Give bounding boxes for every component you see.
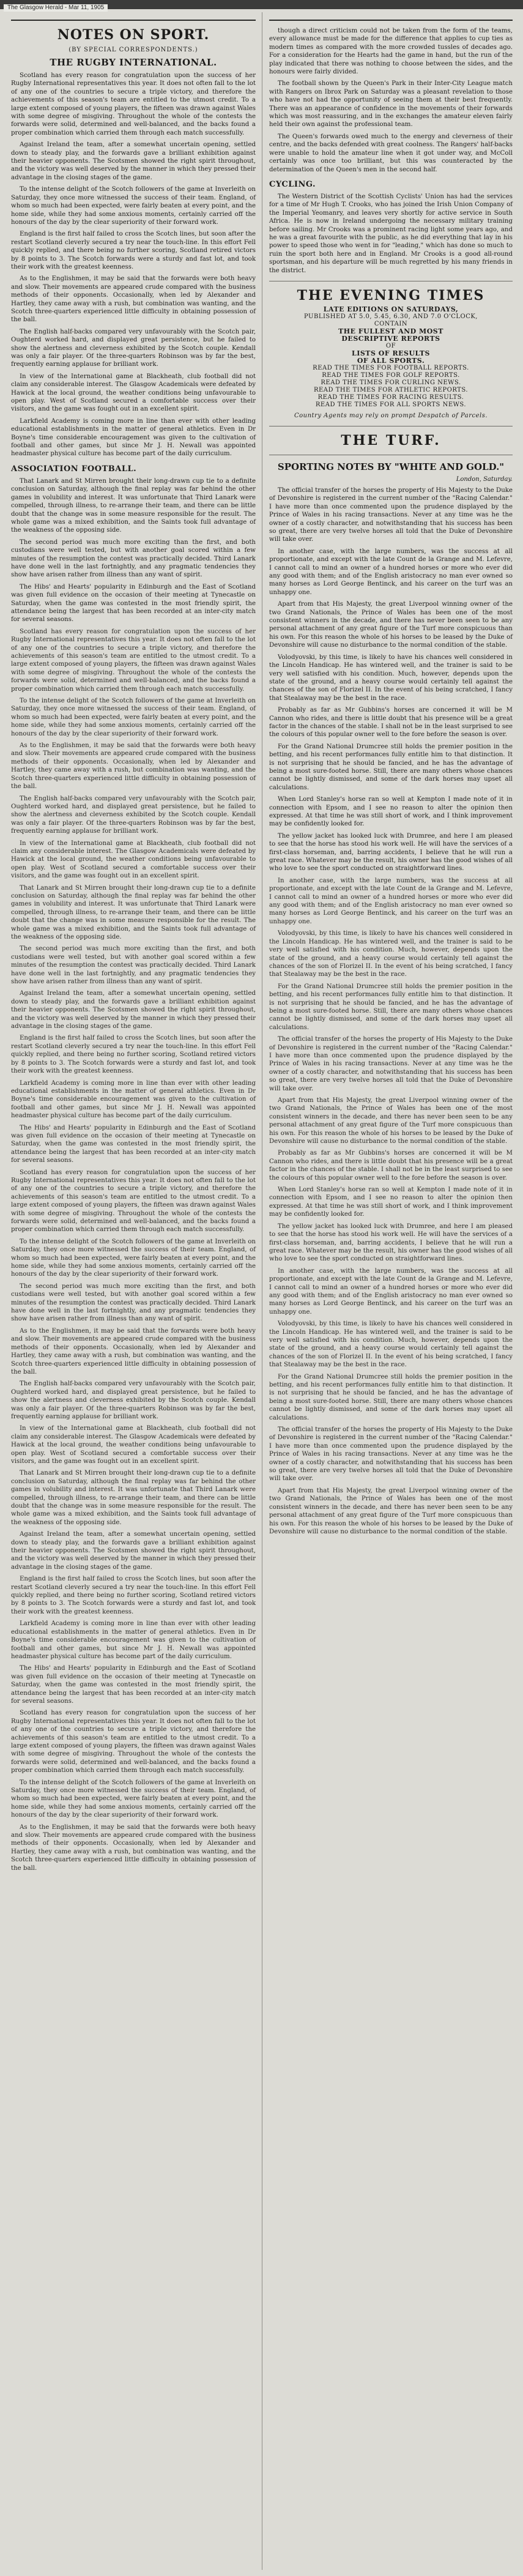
paragraph: In view of the International game at Blackheath, club football did not claim any considerable interest. The Glasgow Academicals were defeated by Hawick at the local ground, the weather conditions being unfavourable to open play. West of Scotland secured a comfortable success over their visitors, and the game was fought out in an excellent spirit. [11, 839, 256, 880]
paragraph: Scotland has every reason for congratulation upon the success of her Rugby International representatives this year. It does not often fall to the lot of any one of the countries to secure a triple victory, and therefore the achievements of this season's team are entitled to the utmost credit. To a large extent composed of young players, the fifteen was drawn against Wales with some degree of misgiving. Throughout the whole of the contests the forwards were solid, determined and well-balanced, and the backs found a proper combination which carried them through each match successfully. [11, 1710, 256, 1774]
advert-line: READ THE TIMES FOR FOOTBALL REPORTS. [313, 364, 469, 371]
paragraph: The English half-backs compared very unfavourably with the Scotch pair, Oughterd worked hard, and displayed great persistence, but he failed to show the alertness and cleverness exhibited by the Scotch couple. Kendall was only a fair player. Of the three-quarters Robinson was by far the best, frequently earning applause for brilliant work. [11, 1380, 256, 1420]
paragraph: As to the Englishmen, it may be said that the forwards were both heavy and slow. Their movements are appeared crude compared with the business methods of their opponents. Occasionally, when led by Alexander and Hartley, they came away with a rush, but combination was wanting, and the Scotch three-quarters experienced little difficulty in obtaining possession of the ball. [11, 1327, 256, 1375]
right-column [269, 13, 513, 1539]
paragraph: The yellow jacket has looked luck with Drumree, and here I am pleased to see that the horse has stood his work well. He will have the services of a first-class horseman, and, barring accidents, I believe that he will run a great race. Whatever may be the result, his owner has the good wishes of all who love to see the sport conducted on straightforward lines. [269, 832, 513, 873]
paragraph: To the intense delight of the Scotch followers of the game at Inverleith on Saturday, they once more witnessed the success of their team. England, of whom so much had been expected, were fairly beaten at every point, and the home side, while they had some anxious moments, certainly carried off the honours of the day by the clear superiority of their forward work. [11, 1238, 256, 1278]
paragraph: When Lord Stanley's horse ran so well at Kempton I made note of it in connection with Epsom, and I see no reason to alter the opinion then expressed. At that time he was still short of work, and I think improvement may be confidently looked for. [269, 796, 513, 828]
top-rule-right [269, 20, 513, 21]
paragraph: The second period was much more exciting than the first, and both custodians were well tested, but with another goal scored within a few minutes of the resumption the contest was practically decided. Third Lanark have done well in the last fortnightly, and any pragmatic tendencies they show have arisen rather from illness than any want of spirit. [11, 538, 256, 579]
paragraph: Apart from that His Majesty, the great Liverpool winning owner of the two Grand Nationals, the Prince of Wales has been one of the most consistent winners in the decade, and there has never been seen to be any personal attachment of any great figure of the Turf more conspicuous than his own. For this reason the whole of his horses to be leased by the Duke of Devonshire will cause no disturbance to the normal condition of the stable. [269, 601, 513, 649]
paragraph: The Queen's forwards owed much to the energy and cleverness of their centre, and the backs defended with great coolness. The Rangers' half-backs were unable to hold the amateur line when it got under way, and McColl certainly was once too brilliant, but this was counteracted by the determination of the Queen's men in the second half. [269, 133, 513, 173]
advert-line: LATE EDITIONS ON SATURDAYS, [323, 305, 459, 313]
top-rule [11, 20, 256, 21]
paragraph: The official transfer of the horses the property of His Majesty to the Duke of Devonshire is registered in the current number of the "Racing Calendar." I have more than once commented upon the prudence displayed by the Prince of Wales in his racing transactions. Never at any time was he the owner of a costly character, and notwithstanding that his success has been so great, there are very twelve horses all told that the Duke of Devonshire will take over. [269, 1036, 513, 1092]
paragraph: Volodyovski, by this time, is likely to have his chances well considered in the Lincoln Handicap. He has wintered well, and the trainer is said to be very well satisfied with his condition. Much, however, depends upon the state of the ground, and a heavy course would certainly tell against the chances of the son of Florizel II. In the event of his being scratched, I fancy that Stealaway may be the best in the race. [269, 930, 513, 978]
paragraph: The second period was much more exciting than the first, and both custodians were well tested, but with another goal scored within a few minutes of the resumption the contest was practically decided. Third Lanark have done well in the last fortnightly, and any pragmatic tendencies they show have arisen rather from illness than any want of spirit. [11, 945, 256, 986]
paragraph: When Lord Stanley's horse ran so well at Kempton I made note of it in connection with Epsom, and I see no reason to alter the opinion then expressed. At that time he was still short of work, and I think improvement may be confidently looked for. [269, 1186, 513, 1218]
advert-title: THE EVENING TIMES [297, 287, 485, 303]
paragraph: In view of the International game at Blackheath, club football did not claim any considerable interest. The Glasgow Academicals were defeated by Hawick at the local ground, the weather conditions being unfavourable to open play. West of Scotland secured a comfortable success over their visitors, and the game was fought out in an excellent spirit. [11, 373, 256, 413]
paragraph: The English half-backs compared very unfavourably with the Scotch pair, Oughterd worked hard, and displayed great persistence, but he failed to show the alertness and cleverness exhibited by the Scotch couple. Kendall was only a fair player. Of the three-quarters Robinson was by far the best, frequently earning applause for brilliant work. [11, 328, 256, 368]
advert-line: LISTS OF RESULTS [351, 349, 431, 357]
notes-on-sport-heading: NOTES ON SPORT. [57, 27, 210, 43]
paragraph: In another case, with the large numbers, was the success at all proportionate, and except with the late Count de la Grange and M. Lefevre, I cannot call to mind an owner of a hundred horses or more who ever did any good with them; and of the English aristocracy no man ever owned so many horses as Lord George Bentinck, and his career on the turf was an unhappy one. [269, 877, 513, 925]
paragraph: For the Grand National Drumcree still holds the premier position in the betting, and his recent performances fully entitle him to that distinction. It is not surprising that he should be fancied, and he has the advantage of being a most sure-footed horse. Still, there are many others whose chances cannot be lightly dismissed, and some of the dark horses may upset all calculations. [269, 983, 513, 1031]
cycling-heading: CYCLING. [269, 179, 316, 189]
advert-line: OF [385, 342, 396, 349]
advert-line: READ THE TIMES FOR ATHLETIC REPORTS. [313, 386, 469, 393]
paragraph: In another case, with the large numbers, was the success at all proportionate, and except with the late Count de la Grange and M. Lefevre, I cannot call to mind an owner of a hundred horses or more who ever did any good with them; and of the English aristocracy no man ever owned so many horses as Lord George Bentinck, and his career on the turf was an unhappy one. [269, 548, 513, 596]
paragraph: Scotland has every reason for congratulation upon the success of her Rugby International representatives this year. It does not often fall to the lot of any one of the countries to secure a triple victory, and therefore the achievements of this season's team are entitled to the utmost credit. To a large extent composed of young players, the fifteen was drawn against Wales with some degree of misgiving. Throughout the whole of the contests the forwards were solid, determined and well-balanced, and the backs found a proper combination which carried them through each match successfully. [11, 628, 256, 693]
paragraph: The official transfer of the horses the property of His Majesty to the Duke of Devonshire is registered in the current number of the "Racing Calendar." I have more than once commented upon the prudence displayed by the Prince of Wales in his racing transactions. Never at any time was he the owner of a costly character, and notwithstanding that his success has been so great, there are very twelve horses all told that the Duke of Devonshire will take over. [269, 486, 513, 543]
paragraph: Larkfield Academy is coming more in line than ever with other leading educational establishments in the matter of general athletics. Even in Dr Boyne's time considerable encouragement was given to the cultivation of football and other games, but since Mr J. H. Newall was appointed headmaster physical culture has become part of the daily curriculum. [11, 1620, 256, 1660]
paragraph: though a direct criticism could not be taken from the form of the teams, every allowance must be made for the difference that applies to cup ties as modern times as compared with the more crowded tussles of decades ago. For a consideration for the Hearts had the game in hand, but the run of the play indicated that there was nothing to choose between the sides, and the honours were fairly divided. [269, 28, 513, 76]
paragraph: As to the Englishmen, it may be said that the forwards were both heavy and slow. Their movements are appeared crude compared with the business methods of their opponents. Occasionally, when led by Alexander and Hartley, they came away with a rush, but combination was wanting, and the Scotch three-quarters experienced little difficulty in obtaining possession of the ball. [11, 275, 256, 324]
masthead-bar [0, 0, 523, 9]
paragraph: Volodyovski, by this time, is likely to have his chances well considered in the Lincoln Handicap. He has wintered well, and the trainer is said to be very well satisfied with his condition. Much, however, depends upon the state of the ground, and a heavy course would certainly tell against the chances of the son of Florizel II. In the event of his being scratched, I fancy that Stealaway may be the best in the race. [269, 1320, 513, 1369]
paragraph: In view of the International game at Blackheath, club football did not claim any considerable interest. The Glasgow Academicals were defeated by Hawick at the local ground, the weather conditions being unfavourable to open play. West of Scotland secured a comfortable success over their visitors, and the game was fought out in an excellent spirit. [11, 1425, 256, 1465]
advert-line: READ THE TIMES FOR RACING RESULTS. [317, 393, 464, 401]
masthead-title: The Glasgow Herald - Mar 11, 1905 [4, 4, 108, 12]
advert-line: CONTAIN [374, 320, 408, 327]
paragraph: Probably as far as Mr Gubbins's horses are concerned it will be M Cannon who rides, and there is little doubt that his presence will be a great factor in the chances of the stable. I shall not be in the least surprised to see the colours of this popular owner well to the fore before the season is over. [269, 707, 513, 739]
paragraph: For the Grand National Drumcree still holds the premier position in the betting, and his recent performances fully entitle him to that distinction. It is not surprising that he should be fancied, and he has the advantage of being a most sure-footed horse. Still, there are many others whose chances cannot be lightly dismissed, and some of the dark horses may upset all calculations. [269, 1373, 513, 1421]
column-body-continued [269, 877, 513, 1536]
paragraph: Scotland has every reason for congratulation upon the success of her Rugby International representatives this year. It does not often fall to the lot of any one of the countries to secure a triple victory, and therefore the achievements of this season's team are entitled to the utmost credit. To a large extent composed of young players, the fifteen was drawn against Wales with some degree of misgiving. Throughout the whole of the contests the forwards were solid, determined and well-balanced, and the backs found a proper combination which carried them through each match successfully. [11, 1169, 256, 1234]
paragraph: Apart from that His Majesty, the great Liverpool winning owner of the two Grand Nationals, the Prince of Wales has been one of the most consistent winners in the decade, and there has never been seen to be any personal attachment of any great figure of the Turf more conspicuous than his own. For this reason the whole of his horses to be leased by the Duke of Devonshire will cause no disturbance to the normal condition of the stable. [269, 1487, 513, 1535]
paragraph: The yellow jacket has looked luck with Drumree, and here I am pleased to see that the horse has stood his work well. He will have the services of a first-class horseman, and, barring accidents, I believe that he will run a great race. Whatever may be the result, his owner has the good wishes of all who love to see the sport conducted on straightforward lines. [269, 1223, 513, 1263]
paragraph: That Lanark and St Mirren brought their long-drawn cup tie to a definite conclusion on Saturday, although the final replay was far behind the other games in volubility and interest. It was unfortunate that Third Lanark were compelled, through illness, to re-arrange their team, and there can be little doubt that the change was in some measure responsible for the result. The whole game was a mixed exhibition, and the Saints took full advantage of the weakness of the opposing side. [11, 1470, 256, 1526]
paragraph: The Western District of the Scottish Cyclists' Union has had the services for a time of Mr Hugh T. Crooks, who has joined the Irish Union Company of the Imperial Yeomanry, and leaves very shortly for active service in South Africa. He is now in Ireland undergoing the necessary military training before sailing. Mr Crooks was a prominent racing light some years ago, and he was a great favourite with the public, as he did everything that lay in his power to speed those who went in for "leading," which has done so much to ruin the sport both here and in England. Mr Crooks is a good all-round sportsman, and his departure will be much regretted by his many friends in the district. [269, 193, 513, 274]
paragraph: The Hibs' and Hearts' popularity in Edinburgh and the East of Scotland was given full evidence on the occasion of their meeting at Tynecastle on Saturday, when the game was contested in the most friendly spirit, the attendance being the largest that has been recorded at an inter-city match for several seasons. [11, 1124, 256, 1164]
rugby-heading: THE RUGBY INTERNATIONAL. [50, 57, 217, 68]
paragraph: The Hibs' and Hearts' popularity in Edinburgh and the East of Scotland was given full evidence on the occasion of their meeting at Tynecastle on Saturday, when the game was contested in the most friendly spirit, the attendance being the largest that has been recorded at an inter-city match for several seasons. [11, 1665, 256, 1705]
paragraph: Larkfield Academy is coming more in line than ever with other leading educational establishments in the matter of general athletics. Even in Dr Boyne's time considerable encouragement was given to the cultivation of football and other games, but since Mr J. H. Newall was appointed headmaster physical culture has become part of the daily curriculum. [11, 417, 256, 458]
column-body-continued [11, 628, 256, 1872]
paragraph: England is the first half failed to cross the Scotch lines, but soon after the restart Scotland cleverly secured a try near the touch-line. In this effort Fell quickly replied, and there being no further scoring, Scotland retired victors by 8 points to 3. The Scotch forwards were a sturdy and fast lot, and took their work with the greatest keenness. [11, 231, 256, 270]
paragraph: Scotland has every reason for congratulation upon the success of her Rugby International representatives this year. It does not often fall to the lot of any one of the countries to secure a triple victory, and therefore the achievements of this season's team are entitled to the utmost credit. To a large extent composed of young players, the fifteen was drawn against Wales with some degree of misgiving. Throughout the whole of the contests the forwards were solid, determined and well-balanced, and the backs found a proper combination which carried them through each match successfully. [11, 72, 256, 136]
evening-times-advert [269, 288, 513, 420]
paragraph: That Lanark and St Mirren brought their long-drawn cup tie to a definite conclusion on Saturday, although the final replay was far behind the other games in volubility and interest. It was unfortunate that Third Lanark were compelled, through illness, to re-arrange their team, and there can be little doubt that the change was in some measure responsible for the result. The whole game was a mixed exhibition, and the Saints took full advantage of the weakness of the opposing side. [11, 477, 256, 534]
advert-footer: Country Agents may rely on prompt Despatch of Parcels. [294, 412, 488, 419]
paragraph: To the intense delight of the Scotch followers of the game at Inverleith on Saturday, they once more witnessed the success of their team. England, of whom so much had been expected, were fairly beaten at every point, and the home side, while they had some anxious moments, certainly carried off the honours of the day by the clear superiority of their forward work. [11, 186, 256, 226]
advert-line: PUBLISHED AT 5.0, 5.45, 6.30, AND 7.0 O'CLOCK, [303, 313, 478, 320]
paragraph: Probably as far as Mr Gubbins's horses are concerned it will be M Cannon who rides, and there is little doubt that his presence will be a great factor in the chances of the stable. I shall not be in the least surprised to see the colours of this popular owner well to the fore before the season is over. [269, 1150, 513, 1182]
advert-line: READ THE TIMES FOR CURLING NEWS. [321, 379, 461, 386]
paragraph: As to the Englishmen, it may be said that the forwards were both heavy and slow. Their movements are appeared crude compared with the business methods of their opponents. Occasionally, when led by Alexander and Hartley, they came away with a rush, but combination was wanting, and the Scotch three-quarters experienced little difficulty in obtaining possession of the ball. [11, 742, 256, 791]
paragraph: The official transfer of the horses the property of His Majesty to the Duke of Devonshire is registered in the current number of the "Racing Calendar." I have more than once commented upon the prudence displayed by the Prince of Wales in his racing transactions. Never at any time was he the owner of a costly character, and notwithstanding that his success has been so great, there are very twelve horses all told that the Duke of Devonshire will take over. [269, 1426, 513, 1483]
paragraph: For the Grand National Drumcree still holds the premier position in the betting, and his recent performances fully entitle him to that distinction. It is not surprising that he should be fancied, and he has the advantage of being a most sure-footed horse. Still, there are many others whose chances cannot be lightly dismissed, and some of the dark horses may upset all calculations. [269, 743, 513, 791]
advert-line: DESCRIPTIVE REPORTS [341, 334, 440, 343]
paragraph: The football shown by the Queen's Park in their Inter-City League match with Rangers on Ibrox Park on Saturday was a pleasant revelation to those who have not had the opportunity of seeing them at their best frequently. There was an appearance of confidence in the movements of their forwards which was most reassuring, and in the exchanges the amateur eleven fairly held their own against the professional team. [269, 80, 513, 128]
turf-subheading: SPORTING NOTES BY "WHITE AND GOLD." [277, 461, 505, 472]
paragraph: The Hibs' and Hearts' popularity in Edinburgh and the East of Scotland was given full evidence on the occasion of their meeting at Tynecastle on Saturday, when the game was contested in the most friendly spirit, the attendance being the largest that has been recorded at an inter-city match for several seasons. [11, 583, 256, 624]
advert-line: THE FULLEST AND MOST [338, 327, 443, 335]
advert-line: OF ALL SPORTS. [357, 356, 425, 365]
paragraph: Apart from that His Majesty, the great Liverpool winning owner of the two Grand Nationals, the Prince of Wales has been one of the most consistent winners in the decade, and there has never been seen to be any personal attachment of any great figure of the Turf more conspicuous than his own. For this reason the whole of his horses to be leased by the Duke of Devonshire will cause no disturbance to the normal condition of the stable. [269, 1097, 513, 1145]
advert-line: READ THE TIMES FOR ALL SPORTS NEWS. [315, 401, 467, 408]
paragraph: Against Ireland the team, after a somewhat uncertain opening, settled down to steady play, and the forwards gave a brilliant exhibition against their heavier opponents. The Scotsmen showed the right spirit throughout, and the victory was well deserved by the manner in which they pressed their advantage in the closing stages of the game. [11, 141, 256, 181]
turf-heading: THE TURF. [341, 432, 441, 449]
dateline: London, Saturday. [456, 475, 513, 483]
advert-line: READ THE TIMES FOR GOLF REPORTS. [322, 371, 460, 379]
paragraph: Against Ireland the team, after a somewhat uncertain opening, settled down to steady play, and the forwards gave a brilliant exhibition against their heavier opponents. The Scotsmen showed the right spirit throughout, and the victory was well deserved by the manner in which they pressed their advantage in the closing stages of the game. [11, 990, 256, 1030]
paragraph: To the intense delight of the Scotch followers of the game at Inverleith on Saturday, they once more witnessed the success of their team. England, of whom so much had been expected, were fairly beaten at every point, and the home side, while they had some anxious moments, certainly carried off the honours of the day by the clear superiority of their forward work. [11, 1779, 256, 1819]
paragraph: England is the first half failed to cross the Scotch lines, but soon after the restart Scotland cleverly secured a try near the touch-line. In this effort Fell quickly replied, and there being no further scoring, Scotland retired victors by 8 points to 3. The Scotch forwards were a sturdy and fast lot, and took their work with the greatest keenness. [11, 1576, 256, 1615]
association-heading: ASSOCIATION FOOTBALL. [11, 464, 137, 474]
paragraph: Volodyovski, by this time, is likely to have his chances well considered in the Lincoln Handicap. He has wintered well, and the trainer is said to be very well satisfied with his condition. Much, however, depends upon the state of the ground, and a heavy course would certainly tell against the chances of the son of Florizel II. In the event of his being scratched, I fancy that Stealaway may be the best in the race. [269, 653, 513, 702]
paragraph: The English half-backs compared very unfavourably with the Scotch pair, Oughterd worked hard, and displayed great persistence, but he failed to show the alertness and cleverness exhibited by the Scotch couple. Kendall was only a fair player. Of the three-quarters Robinson was by far the best, frequently earning applause for brilliant work. [11, 795, 256, 835]
left-column [11, 13, 256, 1876]
paragraph: England is the first half failed to cross the Scotch lines, but soon after the restart Scotland cleverly secured a try near the touch-line. In this effort Fell quickly replied, and there being no further scoring, Scotland retired victors by 8 points to 3. The Scotch forwards were a sturdy and fast lot, and took their work with the greatest keenness. [11, 1035, 256, 1075]
paragraph: To the intense delight of the Scotch followers of the game at Inverleith on Saturday, they once more witnessed the success of their team. England, of whom so much had been expected, were fairly beaten at every point, and the home side, while they had some anxious moments, certainly carried off the honours of the day by the clear superiority of their forward work. [11, 698, 256, 737]
byline: (BY SPECIAL CORRESPONDENTS.) [69, 47, 198, 53]
paragraph: In another case, with the large numbers, was the success at all proportionate, and except with the late Count de la Grange and M. Lefevre, I cannot call to mind an owner of a hundred horses or more who ever did any good with them; and of the English aristocracy no man ever owned so many horses as Lord George Bentinck, and his career on the turf was an unhappy one. [269, 1267, 513, 1316]
paragraph: The second period was much more exciting than the first, and both custodians were well tested, but with another goal scored within a few minutes of the resumption the contest was practically decided. Third Lanark have done well in the last fortnightly, and any pragmatic tendencies they show have arisen rather from illness than any want of spirit. [11, 1282, 256, 1323]
paragraph: Larkfield Academy is coming more in line than ever with other leading educational establishments in the matter of general athletics. Even in Dr Boyne's time considerable encouragement was given to the cultivation of football and other games, but since Mr J. H. Newall was appointed headmaster physical culture has become part of the daily curriculum. [11, 1079, 256, 1120]
paragraph: Against Ireland the team, after a somewhat uncertain opening, settled down to steady play, and the forwards gave a brilliant exhibition against their heavier opponents. The Scotsmen showed the right spirit throughout, and the victory was well deserved by the manner in which they pressed their advantage in the closing stages of the game. [11, 1531, 256, 1571]
paragraph: As to the Englishmen, it may be said that the forwards were both heavy and slow. Their movements are appeared crude compared with the business methods of their opponents. Occasionally, when led by Alexander and Hartley, they came away with a rush, but combination was wanting, and the Scotch three-quarters experienced little difficulty in obtaining possession of the ball. [11, 1823, 256, 1872]
paragraph: That Lanark and St Mirren brought their long-drawn cup tie to a definite conclusion on Saturday, although the final replay was far behind the other games in volubility and interest. It was unfortunate that Third Lanark were compelled, through illness, to re-arrange their team, and there can be little doubt that the change was in some measure responsible for the result. The whole game was a mixed exhibition, and the Saints took full advantage of the weakness of the opposing side. [11, 884, 256, 940]
